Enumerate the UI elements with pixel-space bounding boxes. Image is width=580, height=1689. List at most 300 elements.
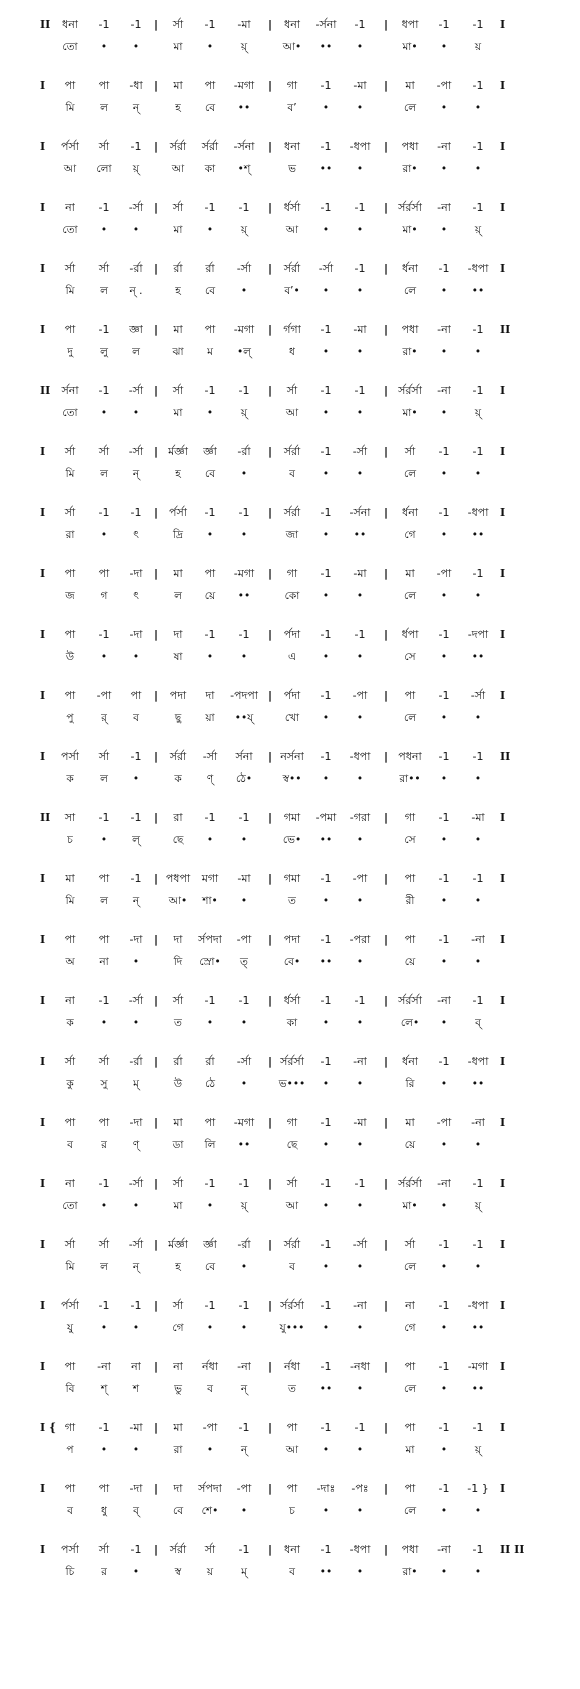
lyric-syllable: প: [66, 1444, 74, 1456]
lyric-syllable: লে: [403, 285, 417, 297]
lyric-line: [0, 341, 580, 363]
swara-note: পর্সা: [61, 1543, 79, 1556]
lyric-syllable: •: [440, 346, 448, 358]
swara-note: মা: [173, 567, 183, 580]
lyric-syllable: •: [440, 773, 448, 785]
lyric-line: [0, 1317, 580, 1339]
lyric-line: [0, 36, 580, 58]
swara-note: -1: [204, 811, 216, 824]
swara-note: র্সর্রা: [283, 1238, 301, 1251]
end-bar-marker: I: [500, 1360, 506, 1373]
swara-note: -র্সা: [128, 445, 144, 458]
swara-note: গা: [404, 811, 416, 824]
swara-note: -1: [130, 1299, 142, 1312]
swara-note: -মগা: [233, 79, 255, 92]
bar-separator: |: [383, 1360, 389, 1373]
swara-note: -1: [472, 18, 484, 31]
bar-separator: |: [267, 750, 273, 763]
lyric-syllable: ল: [100, 468, 108, 480]
swara-note: -1: [238, 384, 250, 397]
end-bar-marker: I: [500, 1299, 506, 1312]
swara-note: -পা: [436, 567, 452, 580]
bar-separator: |: [383, 933, 389, 946]
lyric-syllable: গ: [100, 590, 108, 602]
start-bar-marker: I: [40, 79, 46, 92]
lyric-syllable: •: [474, 895, 482, 907]
lyric-syllable: যু•••: [279, 1322, 305, 1334]
swara-note: ধপা: [401, 18, 419, 31]
bar-separator: |: [153, 1482, 159, 1495]
swara-note: পা: [64, 1360, 76, 1373]
start-bar-marker: I: [40, 1055, 46, 1068]
lyric-syllable: য়: [474, 41, 482, 53]
lyric-line: [0, 768, 580, 790]
lyric-syllable: ডা: [172, 1139, 184, 1151]
lyric-syllable: •: [322, 224, 330, 236]
lyric-syllable: ন্: [132, 102, 140, 114]
lyric-syllable: •শ্: [237, 163, 251, 175]
lyric-syllable: ন্: [132, 895, 140, 907]
swara-note: -1: [472, 1177, 484, 1190]
swara-note: -1: [438, 18, 450, 31]
lyric-syllable: ৎ: [133, 590, 139, 602]
swara-note: -1: [472, 445, 484, 458]
swara-note: -1: [354, 262, 366, 275]
lyric-syllable: •: [100, 224, 108, 236]
swara-note: পা: [204, 1116, 216, 1129]
swara-note: পা: [204, 323, 216, 336]
swara-note: র্সা: [204, 1543, 216, 1556]
swara-note: -1: [238, 628, 250, 641]
swara-note: র্মর্জ্ঞা: [168, 445, 188, 458]
swara-line: [0, 990, 580, 1012]
end-bar-marker: I: [500, 689, 506, 702]
lyric-syllable: মা: [405, 1444, 415, 1456]
lyric-syllable: •: [356, 1139, 364, 1151]
lyric-syllable: •: [356, 834, 364, 846]
swara-note: -মগা: [233, 567, 255, 580]
swara-note: -পা: [236, 933, 252, 946]
start-bar-marker: I: [40, 140, 46, 153]
lyric-syllable: •: [206, 224, 214, 236]
lyric-syllable: •: [440, 1078, 448, 1090]
lyric-syllable: •: [440, 1017, 448, 1029]
swara-note: -1: [438, 811, 450, 824]
swara-note: -1: [204, 994, 216, 1007]
swara-note: -1: [98, 323, 110, 336]
swara-note: পদা: [169, 689, 187, 702]
swara-note: -র্সা: [128, 994, 144, 1007]
lyric-syllable: রী: [405, 895, 415, 907]
swara-note: -র্সা: [236, 262, 252, 275]
lyric-syllable: •: [356, 1383, 364, 1395]
lyric-syllable: র: [101, 1139, 107, 1151]
swara-note: গা: [64, 1421, 76, 1434]
swara-note: -1: [472, 323, 484, 336]
lyric-syllable: ল: [100, 773, 108, 785]
lyric-syllable: ••: [319, 1566, 333, 1578]
swara-note: -1 }: [467, 1482, 489, 1495]
bar-separator: |: [267, 79, 273, 92]
lyric-syllable: •: [474, 102, 482, 114]
lyric-syllable: সে: [404, 834, 416, 846]
lyric-syllable: য়া: [205, 712, 215, 724]
bar-separator: |: [383, 994, 389, 1007]
swara-note: -না: [437, 1177, 451, 1190]
swara-note: র্সা: [64, 1238, 76, 1251]
lyric-syllable: •: [356, 773, 364, 785]
lyric-syllable: •: [356, 712, 364, 724]
swara-note: পা: [98, 1482, 110, 1495]
lyric-syllable: •: [474, 1261, 482, 1273]
swara-note: পর্সা: [61, 750, 79, 763]
lyric-syllable: ব’: [287, 102, 297, 114]
lyric-syllable: •: [322, 590, 330, 602]
lyric-syllable: •: [474, 1566, 482, 1578]
swara-note: র্সপদা: [198, 1482, 222, 1495]
lyric-line: [0, 951, 580, 973]
bar-separator: |: [153, 262, 159, 275]
lyric-line: [0, 707, 580, 729]
lyric-syllable: ক: [66, 773, 74, 785]
notation-row: [0, 929, 580, 973]
lyric-line: [0, 97, 580, 119]
notation-row: [0, 502, 580, 546]
lyric-syllable: রা••: [399, 773, 421, 785]
lyric-syllable: মা: [173, 41, 183, 53]
swara-note: র্সা: [98, 445, 110, 458]
lyric-line: [0, 890, 580, 912]
lyric-syllable: •: [440, 529, 448, 541]
lyric-syllable: •: [356, 1322, 364, 1334]
bar-separator: |: [383, 628, 389, 641]
bar-separator: |: [383, 811, 389, 824]
lyric-syllable: পু: [66, 712, 74, 724]
swara-note: গমা: [283, 872, 301, 885]
start-bar-marker: I: [40, 201, 46, 214]
swara-note: -পঃ: [351, 1482, 369, 1495]
start-bar-marker: I {: [40, 1421, 57, 1434]
swara-note: পা: [404, 872, 416, 885]
swara-note: মা: [65, 872, 75, 885]
lyric-syllable: ব: [207, 1383, 213, 1395]
bar-separator: |: [153, 201, 159, 214]
lyric-syllable: •: [440, 1444, 448, 1456]
lyric-syllable: বি: [65, 1383, 75, 1395]
swara-note: -1: [98, 384, 110, 397]
swara-note: -1: [354, 18, 366, 31]
swara-note: র্সর্রা: [169, 1543, 187, 1556]
notation-row: [0, 197, 580, 241]
bar-separator: |: [267, 1238, 273, 1251]
swara-line: [0, 746, 580, 768]
lyric-syllable: •: [356, 956, 364, 968]
swara-note: র্গগা: [283, 323, 301, 336]
lyric-syllable: •: [322, 712, 330, 724]
lyric-syllable: •: [206, 407, 214, 419]
lyric-syllable: ••: [237, 1139, 251, 1151]
bar-separator: |: [153, 567, 159, 580]
lyric-syllable: যু: [66, 1322, 74, 1334]
swara-note: -1: [98, 18, 110, 31]
lyric-syllable: •: [356, 1200, 364, 1212]
lyric-syllable: আ: [171, 163, 185, 175]
bar-separator: |: [153, 1055, 159, 1068]
swara-note: না: [405, 1299, 415, 1312]
start-bar-marker: I: [40, 933, 46, 946]
bar-separator: |: [267, 1116, 273, 1129]
notation-row: [0, 380, 580, 424]
lyric-syllable: •: [356, 1017, 364, 1029]
swara-note: -1: [320, 628, 332, 641]
swara-note: না: [131, 1360, 141, 1373]
swara-note: -না: [437, 323, 451, 336]
swara-line: [0, 1478, 580, 1500]
bar-separator: |: [153, 1543, 159, 1556]
lyric-syllable: ব’•: [284, 285, 300, 297]
bar-separator: |: [383, 18, 389, 31]
swara-note: পা: [64, 1116, 76, 1129]
swara-line: [0, 1295, 580, 1317]
lyric-syllable: মি: [65, 468, 75, 480]
bar-separator: |: [153, 628, 159, 641]
start-bar-marker: I: [40, 323, 46, 336]
lyric-syllable: •: [322, 285, 330, 297]
lyric-line: [0, 158, 580, 180]
swara-note: -1: [238, 1299, 250, 1312]
swara-note: পা: [64, 628, 76, 641]
swara-note: -দা: [129, 628, 143, 641]
lyric-syllable: •: [322, 895, 330, 907]
swara-note: -ধপা: [349, 750, 371, 763]
swara-note: পা: [98, 1116, 110, 1129]
swara-note: -র্সা: [236, 1055, 252, 1068]
bar-separator: |: [383, 201, 389, 214]
swara-note: না: [173, 1360, 183, 1373]
swara-note: -না: [97, 1360, 111, 1373]
bar-separator: |: [153, 1360, 159, 1373]
lyric-syllable: ম: [207, 346, 213, 358]
lyric-syllable: •: [356, 1078, 364, 1090]
swara-note: পা: [64, 567, 76, 580]
bar-separator: |: [153, 323, 159, 336]
lyric-syllable: ••: [353, 529, 367, 541]
swara-line: [0, 1112, 580, 1134]
lyric-syllable: ব্: [133, 1505, 139, 1517]
swara-note: মা: [173, 79, 183, 92]
lyric-syllable: মি: [65, 102, 75, 114]
end-bar-marker: I: [500, 506, 506, 519]
lyric-syllable: য়্: [474, 1200, 482, 1212]
lyric-syllable: ম্: [133, 1078, 139, 1090]
swara-note: পা: [130, 689, 142, 702]
swara-note: -1: [472, 994, 484, 1007]
swara-note: -1: [320, 1177, 332, 1190]
lyric-syllable: •: [440, 895, 448, 907]
lyric-syllable: •: [440, 407, 448, 419]
lyric-syllable: বে: [204, 468, 216, 480]
lyric-syllable: ত: [288, 895, 296, 907]
lyric-syllable: ••: [319, 41, 333, 53]
lyric-syllable: না: [99, 956, 109, 968]
lyric-syllable: মা: [173, 224, 183, 236]
swara-note: -1: [320, 140, 332, 153]
swara-note: -1: [320, 323, 332, 336]
lyric-syllable: •: [206, 1444, 214, 1456]
lyric-syllable: •: [322, 1200, 330, 1212]
bar-separator: |: [267, 567, 273, 580]
lyric-syllable: •: [356, 590, 364, 602]
lyric-syllable: ভ•••: [278, 1078, 306, 1090]
swara-note: -1: [320, 1055, 332, 1068]
lyric-syllable: ঝা: [172, 346, 184, 358]
lyric-syllable: •: [322, 651, 330, 663]
swara-note: -1: [472, 750, 484, 763]
start-bar-marker: I: [40, 262, 46, 275]
swara-note: র্সর্রা: [283, 445, 301, 458]
lyric-syllable: ••: [319, 163, 333, 175]
swara-note: নর্সনা: [280, 750, 304, 763]
lyric-syllable: এ: [288, 651, 296, 663]
swara-note: গা: [286, 1116, 298, 1129]
notation-row: [0, 14, 580, 58]
notation-row: [0, 75, 580, 119]
swara-note: র্সা: [286, 384, 298, 397]
end-bar-marker: I: [500, 933, 506, 946]
swara-line: [0, 502, 580, 524]
lyric-syllable: দু: [67, 346, 73, 358]
lyric-syllable: ক: [66, 1017, 74, 1029]
swara-note: -মা: [237, 18, 251, 31]
lyric-syllable: জা: [285, 529, 299, 541]
swara-note: পা: [64, 79, 76, 92]
lyric-syllable: •: [240, 895, 248, 907]
lyric-syllable: •: [356, 1261, 364, 1273]
swara-note: র্সর্রা: [283, 262, 301, 275]
swara-note: -1: [98, 1299, 110, 1312]
lyric-syllable: ন্: [132, 1261, 140, 1273]
lyric-syllable: •: [474, 590, 482, 602]
swara-note: র্সা: [98, 140, 110, 153]
bar-separator: |: [153, 1421, 159, 1434]
swara-note: পা: [404, 1360, 416, 1373]
lyric-syllable: ••: [471, 1078, 485, 1090]
lyric-syllable: কো: [284, 590, 300, 602]
swara-note: পা: [64, 323, 76, 336]
swara-note: র্সা: [64, 506, 76, 519]
lyric-syllable: ব: [289, 1566, 295, 1578]
lyric-syllable: •: [474, 956, 482, 968]
swara-note: সা: [64, 811, 76, 824]
lyric-syllable: ধু: [101, 1505, 107, 1517]
swara-note: -দা: [129, 933, 143, 946]
lyric-syllable: ন্: [240, 1383, 248, 1395]
notation-row: [0, 1295, 580, 1339]
lyric-syllable: •: [322, 1261, 330, 1273]
lyric-syllable: অ: [65, 956, 75, 968]
bar-separator: |: [153, 689, 159, 702]
swara-note: -1: [438, 1299, 450, 1312]
lyric-syllable: •: [132, 1566, 140, 1578]
swara-note: -মা: [129, 1421, 143, 1434]
lyric-syllable: ল: [100, 1261, 108, 1273]
bar-separator: |: [383, 262, 389, 275]
lyric-syllable: স্ব: [174, 1566, 182, 1578]
lyric-line: [0, 1439, 580, 1461]
swara-note: রা: [173, 811, 183, 824]
bar-separator: |: [383, 384, 389, 397]
lyric-syllable: ভ: [288, 163, 296, 175]
swara-line: [0, 319, 580, 341]
swara-note: -পমা: [315, 811, 337, 824]
end-bar-marker: II: [500, 750, 511, 763]
lyric-syllable: শ: [132, 1383, 140, 1395]
swara-note: -1: [204, 628, 216, 641]
lyric-syllable: •: [440, 1261, 448, 1273]
lyric-syllable: রা•: [402, 346, 418, 358]
lyric-syllable: •: [132, 224, 140, 236]
lyric-syllable: •: [100, 529, 108, 541]
swara-note: -ধপা: [467, 262, 489, 275]
lyric-syllable: •: [100, 407, 108, 419]
lyric-syllable: •: [100, 1322, 108, 1334]
lyric-syllable: আ: [285, 407, 299, 419]
swara-note: -দা: [129, 1116, 143, 1129]
bar-separator: |: [383, 1116, 389, 1129]
swara-note: -র্সা: [128, 201, 144, 214]
swara-note: র্সর্রা: [283, 506, 301, 519]
swara-note: গমা: [283, 811, 301, 824]
lyric-syllable: ষা: [173, 651, 183, 663]
lyric-syllable: •: [322, 1017, 330, 1029]
lyric-syllable: •: [206, 1017, 214, 1029]
lyric-syllable: য়্: [240, 407, 248, 419]
lyric-line: [0, 646, 580, 668]
swara-note: -1: [320, 1238, 332, 1251]
swara-note: পা: [404, 1421, 416, 1434]
start-bar-marker: I: [40, 1299, 46, 1312]
lyric-syllable: চ: [289, 1505, 295, 1517]
lyric-syllable: মা: [173, 407, 183, 419]
end-bar-marker: I: [500, 1421, 506, 1434]
lyric-syllable: •: [240, 468, 248, 480]
swara-note: -1: [438, 1055, 450, 1068]
lyric-syllable: আ•: [282, 41, 302, 53]
lyric-syllable: •: [322, 529, 330, 541]
swara-line: [0, 136, 580, 158]
swara-note: মা: [173, 1116, 183, 1129]
swara-note: -পরা: [349, 933, 371, 946]
lyric-syllable: •: [100, 41, 108, 53]
lyric-line: [0, 1012, 580, 1034]
start-bar-marker: I: [40, 1360, 46, 1373]
swara-note: মা: [405, 567, 415, 580]
swara-note: -র্সা: [128, 1238, 144, 1251]
swara-note: পা: [204, 567, 216, 580]
swara-note: -দপা: [467, 628, 489, 641]
swara-note: -1: [320, 506, 332, 519]
swara-line: [0, 14, 580, 36]
start-bar-marker: I: [40, 689, 46, 702]
lyric-syllable: লে: [403, 712, 417, 724]
lyric-syllable: •: [132, 1444, 140, 1456]
swara-note: -1: [438, 628, 450, 641]
end-bar-marker: I: [500, 1055, 506, 1068]
lyric-syllable: খো: [284, 712, 300, 724]
lyric-syllable: ণ্: [132, 1139, 140, 1151]
lyric-syllable: মা•: [402, 224, 418, 236]
lyric-syllable: ন্ .: [129, 285, 143, 297]
